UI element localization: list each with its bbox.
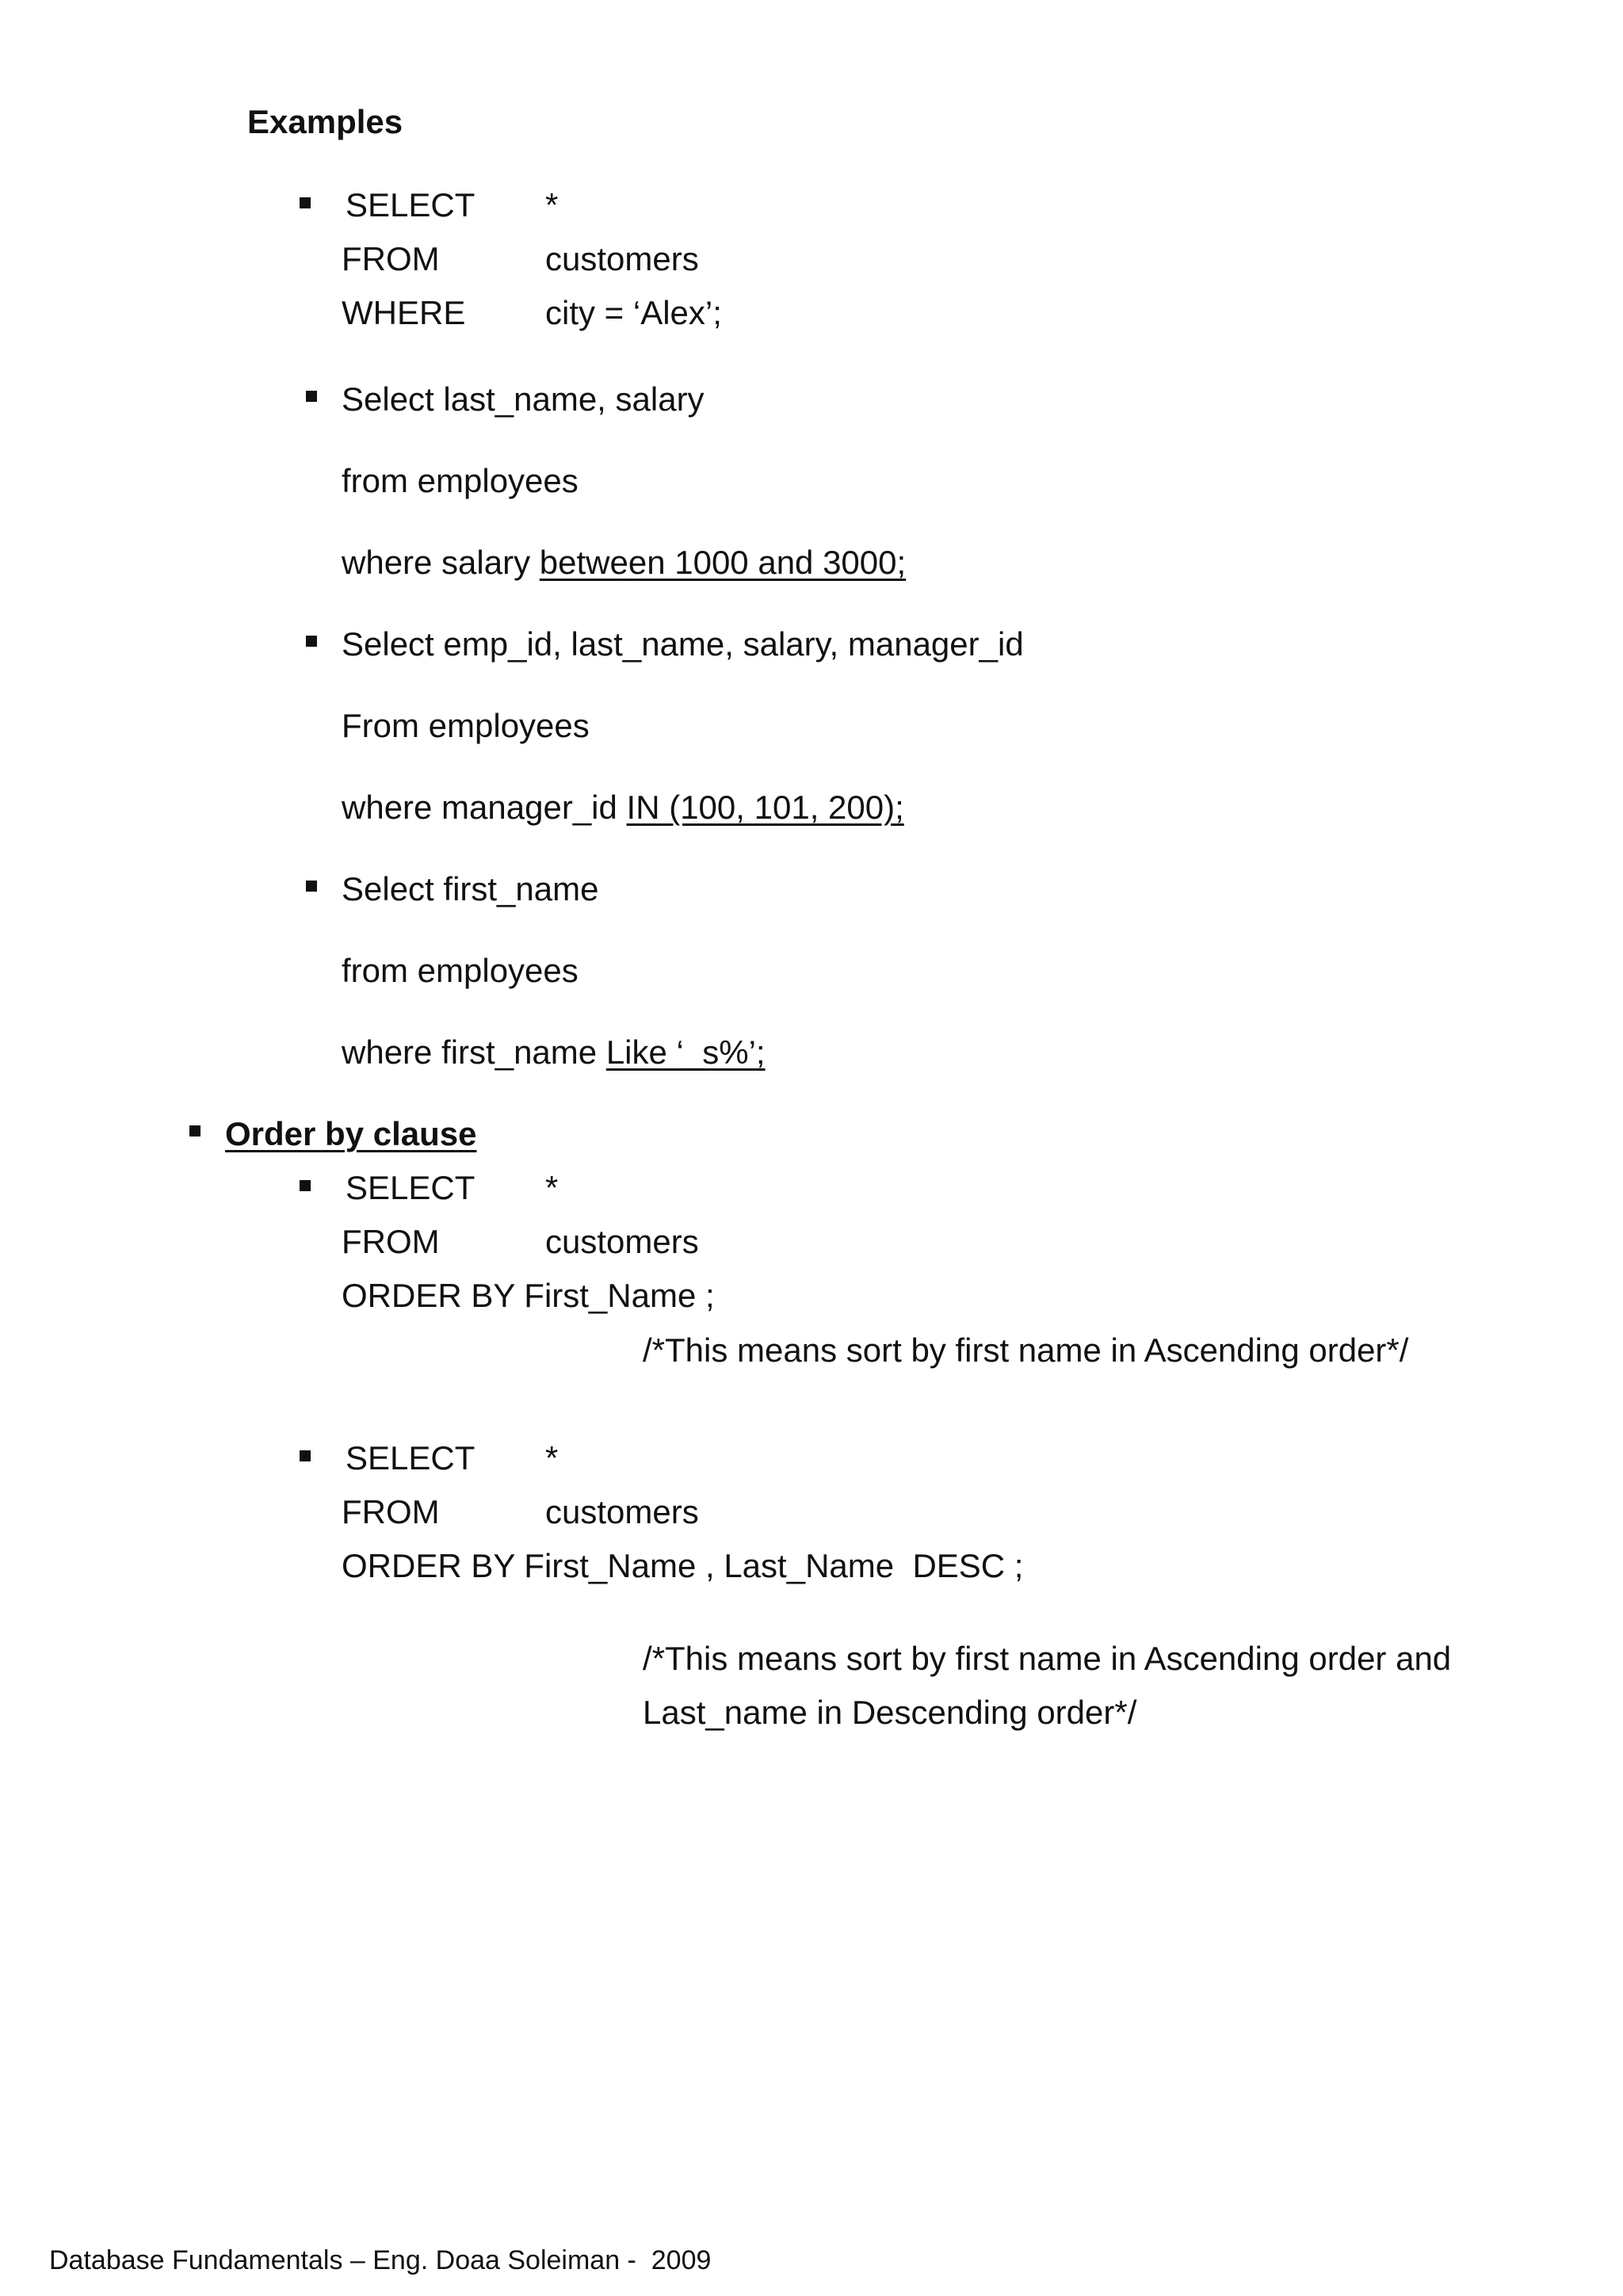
bullet-icon — [189, 1125, 200, 1137]
sql-comment: /*This means sort by first name in Ascending order*/ — [643, 1331, 1409, 1369]
bullet-icon — [306, 391, 317, 402]
sql-comment-line-2: Last_name in Descending order*/ — [643, 1694, 1137, 1731]
sql-where-text: where manager_id — [342, 789, 627, 826]
bullet-icon — [306, 636, 317, 647]
sql-where-line — [342, 546, 906, 579]
sql-where-text: where first_name — [342, 1033, 606, 1071]
sql-table-name: customers — [545, 240, 699, 277]
sql-from-line: from employees — [342, 952, 579, 989]
sql-keyword-select: SELECT — [346, 1439, 475, 1477]
section-heading-examples: Examples — [247, 103, 403, 140]
sql-keyword-from: FROM — [342, 240, 440, 277]
sql-select-star: * — [545, 1169, 559, 1206]
bullet-icon — [300, 1450, 311, 1461]
sql-like-clause: Like ‘_s%’; — [605, 1033, 766, 1071]
sql-where-line — [342, 791, 904, 824]
sql-comment-line-1: /*This means sort by first name in Ascending order and — [643, 1640, 1452, 1677]
page-footer: Database Fundamentals – Eng. Doaa Soleiman - 2009 — [49, 2245, 712, 2275]
sql-keyword-from: FROM — [342, 1223, 440, 1260]
section-heading-order-by: Order by clause — [225, 1115, 477, 1152]
sql-select-star: * — [545, 1439, 559, 1477]
sql-keyword-select: SELECT — [346, 186, 475, 223]
sql-keyword-select: SELECT — [346, 1169, 475, 1206]
bullet-icon — [306, 881, 317, 892]
sql-from-line: from employees — [342, 462, 579, 499]
bullet-icon — [300, 197, 311, 208]
bullet-icon — [300, 1180, 311, 1191]
sql-table-name: customers — [545, 1223, 699, 1260]
sql-select-line: Select emp_id, last_name, salary, manager_id — [342, 625, 1024, 663]
sql-from-line: From employees — [342, 707, 590, 744]
sql-keyword-where: WHERE — [342, 294, 466, 331]
sql-where-text: where salary — [342, 544, 540, 581]
sql-condition: city = ‘Alex’; — [545, 294, 722, 331]
sql-in-clause: IN (100, 101, 200); — [626, 789, 904, 826]
sql-order-by-line: ORDER BY First_Name ; — [342, 1277, 715, 1314]
sql-between-clause: between 1000 and 3000; — [539, 544, 907, 581]
sql-select-line: Select first_name — [342, 870, 599, 907]
sql-where-line — [342, 1033, 766, 1071]
sql-select-line: Select last_name, salary — [342, 380, 705, 418]
sql-order-by-line: ORDER BY First_Name , Last_Name DESC ; — [342, 1547, 1024, 1584]
sql-select-star: * — [545, 186, 559, 223]
sql-table-name: customers — [545, 1493, 699, 1530]
sql-keyword-from: FROM — [342, 1493, 440, 1530]
